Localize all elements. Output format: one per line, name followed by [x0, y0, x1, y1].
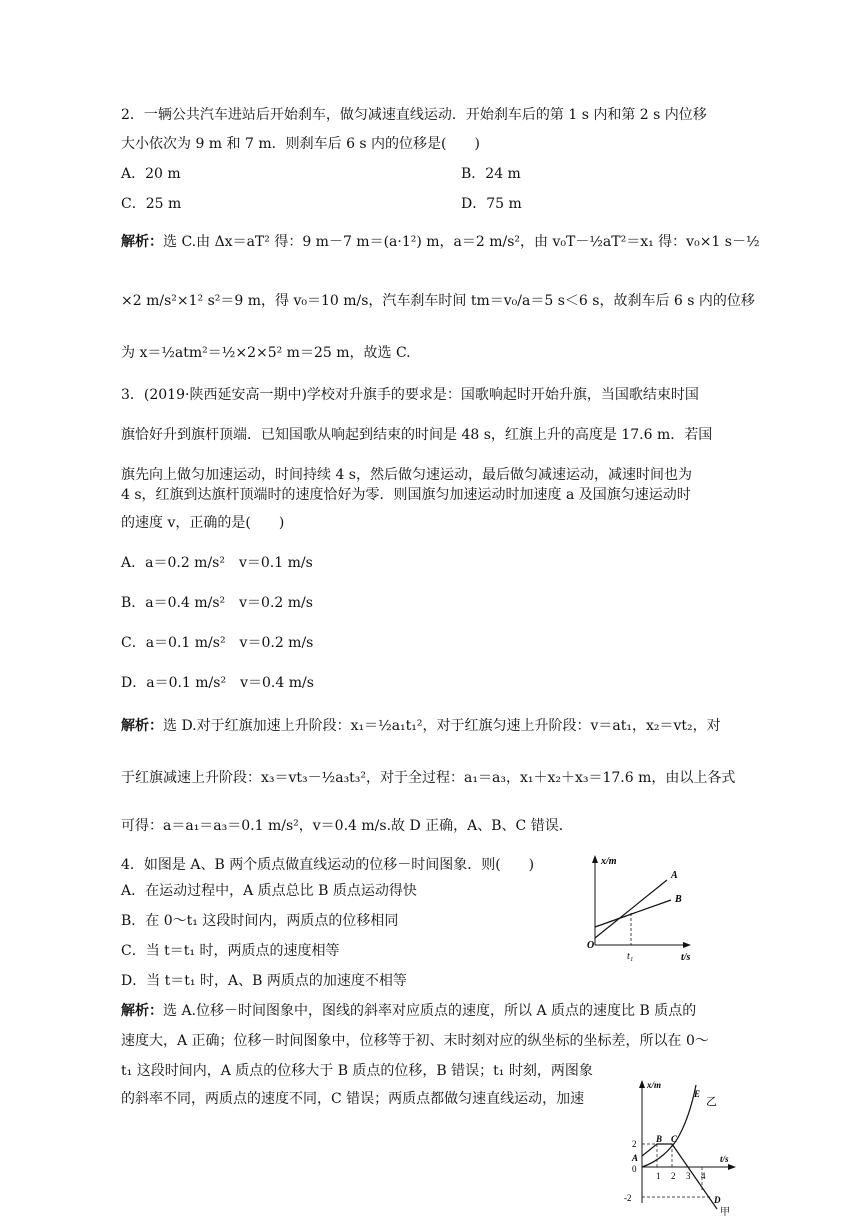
fig1-x-arrow	[683, 942, 691, 948]
fig2-point-b: B	[656, 1134, 663, 1144]
q2-solution-line-3: 为 x＝½atm²＝½×2×5² m＝25 m，故选 C.	[121, 345, 411, 361]
q2-option-d: D．75 m	[461, 196, 522, 212]
fig2-curve-yi	[642, 1085, 696, 1167]
q4-solution-line-2: 速度大，A 正确；位移－时间图象中，位移等于初、末时刻对应的纵坐标的坐标差，所以在 0～	[121, 1033, 709, 1049]
q3-solution-label: 解析：	[121, 718, 163, 734]
q3-option-c: C．a＝0.1 m/s² v＝0.2 m/s	[121, 635, 314, 651]
q4-line-1: 4．如图是 A、B 两个质点做直线运动的位移－时间图象．则( )	[121, 857, 535, 873]
q2-solution-line-1	[121, 232, 760, 252]
figure-xt-jia-yi	[620, 1075, 745, 1216]
q2-option-b: B．24 m	[461, 166, 521, 182]
fig2-tick-4: 4	[701, 1171, 706, 1181]
q2-option-a: A．20 m	[121, 166, 181, 182]
fig1-origin: O	[587, 940, 595, 951]
fig2-xlabel: t/s	[720, 1154, 729, 1164]
fig1-xlabel: t/s	[681, 952, 691, 963]
fig2-ylabel: x/m	[647, 1080, 662, 1090]
q4-option-b: B．在 0～t₁ 这段时间内，两质点的位移相同	[121, 913, 399, 929]
fig2-point-d: D	[714, 1195, 721, 1205]
fig2-tick-1: 1	[656, 1171, 661, 1181]
q3-line-2: 旗恰好升到旗杆顶端．已知国歌从响起到结束的时间是 48 s，红旗上升的高度是 17.6 m．若国	[121, 427, 713, 443]
fig2-label-jia: 甲	[720, 1207, 730, 1216]
q3-solution-line-2: 于红旗减速上升阶段：x₃＝vt₃－½a₃t₃²，对于全过程：a₁＝a₃，x₁＋x₂＋x₃＝17.6 m，由以上各式	[121, 770, 736, 786]
q3-solution-line-3: 可得：a＝a₁＝a₃＝0.1 m/s²，v＝0.4 m/s.故 D 正确，A、B、C 错误．	[121, 818, 573, 834]
fig2-label-yi: 乙	[706, 1096, 717, 1108]
q3-line-3: 旗先向上做匀加速运动，时间持续 4 s，然后做匀速运动，最后做匀减速运动，减速时间也为	[121, 467, 692, 483]
fig2-line-jia	[642, 1144, 717, 1209]
q4-solution-label: 解析：	[121, 1003, 163, 1019]
q3-solution-line-1	[121, 716, 721, 736]
q2-line-2: 大小依次为 9 m 和 7 m．则刹车后 6 s 内的位移是( )	[121, 136, 480, 152]
fig1-label-a: A	[671, 870, 678, 881]
q3-option-d: D．a＝0.1 m/s² v＝0.4 m/s	[121, 675, 314, 691]
q2-solution-line-2: ×2 m/s²×1² s²＝9 m，得 v₀＝10 m/s，汽车刹车时间 tm＝v₀/a＝5 s＜6 s，故刹车后 6 s 内的位移	[121, 293, 755, 309]
fig2-tick-3: 3	[686, 1171, 691, 1181]
q2-option-c: C．25 m	[121, 196, 182, 212]
q4-option-d: D．当 t＝t₁ 时，A、B 两质点的加速度不相等	[121, 973, 407, 989]
fig2-tick-2: 2	[671, 1171, 676, 1181]
figure-xt-a-b	[585, 850, 705, 965]
q2-solution-label: 解析：	[121, 234, 163, 250]
q3-solution-text-1: 选 D.对于红旗加速上升阶段：x₁＝½a₁t₁²，对于红旗匀速上升阶段：v＝at₁，x₂＝vt₂，对	[163, 718, 721, 734]
fig2-tick-y2: 2	[632, 1139, 637, 1149]
q2-solution-text-1: 选 C.由 Δx＝aT² 得：9 m－7 m＝(a·1²) m，a＝2 m/s²，由 v₀T－½aT²＝x₁ 得：v₀×1 s－½	[163, 234, 760, 250]
q4-solution-line-4: 的斜率不同，两质点的速度不同，C 错误；两质点都做匀速直线运动，加速	[121, 1091, 585, 1107]
q2-line-1: 2．一辆公共汽车进站后开始刹车，做匀减速直线运动．开始刹车后的第 1 s 内和第 2 s 内位移	[121, 107, 707, 123]
fig1-ylabel: x/m	[601, 856, 617, 867]
q3-line-1: 3．(2019·陕西延安高一期中)学校对升旗手的要求是：国歌响起时开始升旗，当国歌结束时国	[121, 387, 699, 403]
q4-solution-text-1: 选 A.位移－时间图象中，图线的斜率对应质点的速度，所以 A 质点的速度比 B 质点的	[163, 1003, 697, 1019]
q4-option-c: C．当 t＝t₁ 时，两质点的速度相等	[121, 943, 340, 959]
q3-line-4: 4 s，红旗到达旗杆顶端时的速度恰好为零．则国旗匀加速运动时加速度 a 及国旗匀速运动时	[121, 487, 691, 503]
fig1-tick-t1: t₁	[627, 951, 634, 962]
q3-option-b: B．a＝0.4 m/s² v＝0.2 m/s	[121, 595, 313, 611]
fig1-label-b: B	[675, 894, 682, 905]
q3-line-5: 的速度 v，正确的是( )	[121, 515, 285, 531]
q4-solution-line-3: t₁ 这段时间内，A 质点的位移大于 B 质点的位移，B 错误；t₁ 时刻，两图象	[121, 1063, 593, 1079]
q4-solution-line-1	[121, 1001, 696, 1021]
fig2-point-a: A	[632, 1153, 639, 1163]
fig2-point-c: C	[671, 1134, 678, 1144]
q3-option-a: A．a＝0.2 m/s² v＝0.1 m/s	[121, 555, 313, 571]
fig1-y-arrow	[592, 855, 598, 863]
fig2-tick-ym2: -2	[624, 1193, 632, 1203]
fig2-y-arrow	[639, 1080, 645, 1088]
fig2-origin: 0	[632, 1164, 637, 1174]
fig2-x-arrow	[728, 1164, 736, 1170]
fig2-point-e: E	[694, 1089, 701, 1099]
q4-option-a: A．在运动过程中，A 质点总比 B 质点运动得快	[121, 883, 417, 899]
fig1-line-b	[595, 900, 671, 927]
